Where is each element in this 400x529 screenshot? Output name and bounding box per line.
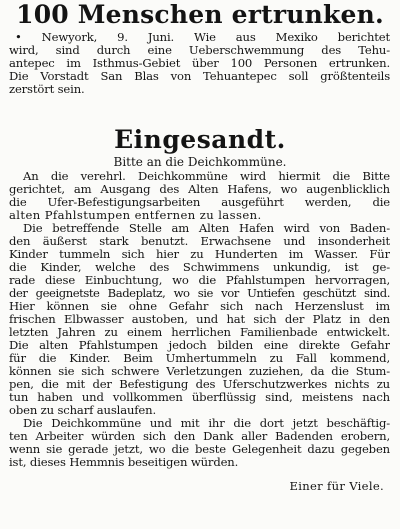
article-line: Die alten Pfahlstumpen jedoch bilden eine direkte Gefahr — [9, 339, 390, 352]
article-line: antepec im Isthmus-Gebiet über 100 Personen ertrunken. — [9, 57, 390, 70]
article-line: Die betreffende Stelle am Alten Hafen wird von Baden- — [23, 222, 390, 235]
article-line: rade diese Einbuchtung, wo die Pfahlstumpen hervorragen, — [9, 274, 390, 287]
article-line: für die Kinder. Beim Umhertummeln zu Fall kommend, — [9, 352, 390, 365]
article-line: den äußerst stark benutzt. Erwachsene und insonderheit — [9, 235, 390, 248]
article-subheading: Bitte an die Deichkommüne. — [113, 155, 287, 169]
article-signature: Einer für Viele. — [289, 479, 384, 493]
article-line: Die Deichkommüne und mit ihr die dort jetzt beschäftig- — [23, 417, 390, 430]
article-line: • Newyork, 9. Juni. Wie aus Mexiko berichtet — [15, 31, 390, 44]
article-line: tun haben und vollkommen überflüssig sind, meistens nach — [9, 391, 390, 404]
article-line: Die Vorstadt San Blas von Tehuantepec soll größtenteils — [9, 70, 390, 83]
article-headline-eingesandt: Eingesandt. — [114, 125, 286, 154]
article-line: An die verehrl. Deichkommüne wird hiermit die Bitte — [23, 170, 390, 183]
article-line: können sie sich schwere Verletzungen zuziehen, da die Stum- — [9, 365, 390, 378]
article-line: oben zu scharf auslaufen. — [9, 404, 156, 417]
article-line: zerstört sein. — [9, 83, 85, 96]
article-line: Kinder tummeln sich hier zu Hunderten im Wasser. Für — [9, 248, 390, 261]
article-line: die Ufer-Befestigungsarbeiten ausgeführt werden, die — [9, 196, 390, 209]
article-line: ten Arbeiter würden sich den Dank aller Badenden erobern, — [9, 430, 390, 443]
article-line: pen, die mit der Befestigung des Uferschutzwerkes nichts zu — [9, 378, 390, 391]
article-line: frischen Elbwasser austoben, und hat sich der Platz in den — [9, 313, 390, 326]
article-headline-drowning: 100 Menschen ertrunken. — [16, 0, 384, 29]
article-line: wird, sind durch eine Ueberschwemmung des Tehu- — [9, 44, 390, 57]
article-line: die Kinder, welche des Schwimmens unkundig, ist ge- — [9, 261, 390, 274]
article-line: wenn sie gerade jetzt, wo die beste Gelegenheit dazu gegeben — [9, 443, 390, 456]
article-line: letzten Jahren zu einem herrlichen Familienbade entwickelt. — [9, 326, 390, 339]
article-line: der geeignetste Badeplatz, wo sie vor Untiefen geschützt sind. — [9, 287, 390, 300]
article-line: gerichtet, am Ausgang des Alten Hafens, wo augenblicklich — [9, 183, 390, 196]
article-line: alten Pfahlstumpen entfernen zu lassen. — [9, 209, 262, 222]
article-line: ist, dieses Hemmnis beseitigen würden. — [9, 456, 239, 469]
article-line: Hier können sie ohne Gefahr sich nach Herzenslust im — [9, 300, 390, 313]
